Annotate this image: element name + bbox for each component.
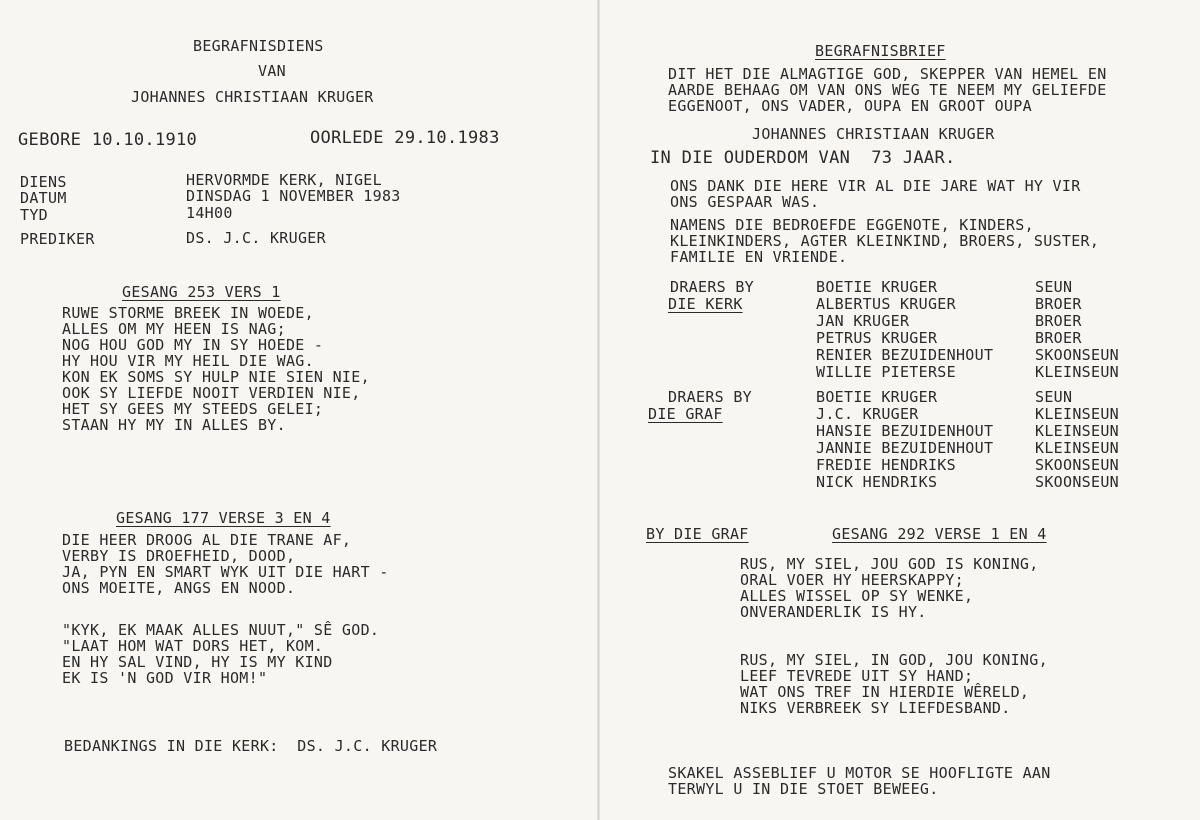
bearer-relation: BROER — [1035, 312, 1082, 330]
bearer-relation: SEUN — [1035, 388, 1073, 406]
thanks-line: BEDANKINGS IN DIE KERK: DS. J.C. KRUGER — [64, 737, 438, 755]
thanks-paragraph: ONS DANK DIE HERE VIR AL DIE JARE WAT HY VIR ONS GESPAAR WAS. — [670, 177, 1081, 211]
hymn-1-text: RUWE STORME BREEK IN WOEDE, ALLES OM MY HEEN IS NAG; NOG HOU GOD MY IN SY HOEDE - HY HOU VIR MY HEIL DIE WAG. KON EK SOMS SY HULP NIE SIEN NIE, OOK SY LIEFDE NOOIT VERDIEN NIE, HET SY GEES MY STEEDS GELEI; STAAN HY MY IN ALLES BY. — [62, 304, 370, 434]
preacher-label: PREDIKER — [20, 230, 95, 248]
death-date: OORLEDE 29.10.1983 — [310, 128, 500, 148]
service-title: BEGRAFNISDIENS — [193, 37, 324, 55]
hymn-1-title: GESANG 253 VERS 1 — [122, 283, 281, 301]
bearer-name: BOETIE KRUGER — [816, 388, 938, 406]
birth-date: GEBORE 10.10.1910 — [18, 130, 198, 150]
bearer-name: FREDIE HENDRIKS — [816, 456, 956, 474]
bearer-relation: SKOONSEUN — [1035, 456, 1119, 474]
date-label: DATUM — [20, 189, 67, 207]
grave-label: BY DIE GRAF — [646, 525, 749, 543]
bearer-relation: BROER — [1035, 295, 1082, 313]
right-page-funeral-letter — [600, 0, 1200, 820]
service-label: DIENS — [20, 173, 67, 191]
deceased-name: JOHANNES CHRISTIAAN KRUGER — [131, 88, 374, 106]
preacher-value: DS. J.C. KRUGER — [186, 229, 326, 247]
bearer-relation: SEUN — [1035, 278, 1073, 296]
bearers-church-label-2: DIE KERK — [668, 295, 743, 313]
mourners-paragraph: NAMENS DIE BEDROEFDE EGGENOTE, KINDERS, KLEINKINDERS, AGTER KLEINKIND, BROERS, SUSTER, FAMILIE EN VRIENDE. — [670, 216, 1100, 266]
bearers-grave-label-2: DIE GRAF — [648, 405, 723, 423]
bearer-name: PETRUS KRUGER — [816, 329, 938, 347]
bearer-name: RENIER BEZUIDENHOUT — [816, 346, 994, 364]
bearer-relation: KLEINSEUN — [1035, 405, 1119, 423]
bearers-church-label: DRAERS BY — [670, 278, 754, 296]
age-line: IN DIE OUDERDOM VAN 73 JAAR. — [650, 148, 956, 168]
bearer-name: ALBERTUS KRUGER — [816, 295, 956, 313]
bearer-relation: KLEINSEUN — [1035, 439, 1119, 457]
bearer-name: JAN KRUGER — [816, 312, 910, 330]
bearer-relation: SKOONSEUN — [1035, 473, 1119, 491]
time-value: 14H00 — [186, 204, 233, 222]
grave-hymn-verse-1: RUS, MY SIEL, JOU GOD IS KONING, ORAL VOER HY HEERSKAPPY; ALLES WISSEL OP SY WENKE, ONVERANDERLIK IS HY. — [740, 555, 1039, 621]
grave-hymn-verse-2: RUS, MY SIEL, IN GOD, JOU KONING, LEEF TEVREDE UIT SY HAND; WAT ONS TREF IN HIERDIE WÊRELD, NIKS VERBREEK SY LIEFDESBAND. — [740, 651, 1048, 717]
bearer-relation: KLEINSEUN — [1035, 422, 1119, 440]
service-title-van: VAN — [258, 62, 286, 80]
bearer-name: JANNIE BEZUIDENHOUT — [816, 439, 994, 457]
bearer-name: WILLIE PIETERSE — [816, 363, 956, 381]
bearer-relation: SKOONSEUN — [1035, 346, 1119, 364]
bearers-grave-label: DRAERS BY — [668, 388, 752, 406]
bearer-name: J.C. KRUGER — [816, 405, 919, 423]
hymn-2-title: GESANG 177 VERSE 3 EN 4 — [116, 509, 331, 527]
time-label: TYD — [20, 206, 48, 224]
bearer-relation: KLEINSEUN — [1035, 363, 1119, 381]
service-value: HERVORMDE KERK, NIGEL — [186, 171, 382, 189]
hymn-2-verse-2: "KYK, EK MAAK ALLES NUUT," SÊ GOD. "LAAT HOM WAT DORS HET, KOM. EN HY SAL VIND, HY IS MY KIND EK IS 'N GOD VIR HOM!" — [62, 621, 380, 687]
letter-deceased-name: JOHANNES CHRISTIAAN KRUGER — [752, 125, 995, 143]
bearer-name: BOETIE KRUGER — [816, 278, 938, 296]
grave-hymn-title: GESANG 292 VERSE 1 EN 4 — [832, 525, 1047, 543]
left-page-service-order — [0, 0, 598, 820]
letter-intro: DIT HET DIE ALMAGTIGE GOD, SKEPPER VAN HEMEL EN AARDE BEHAAG OM VAN ONS WEG TE NEEM MY GELIEFDE EGGENOOT, ONS VADER, OUPA EN GROOT OUPA — [668, 65, 1107, 115]
bearer-name: HANSIE BEZUIDENHOUT — [816, 422, 994, 440]
letter-title: BEGRAFNISBRIEF — [815, 42, 946, 60]
bearer-relation: BROER — [1035, 329, 1082, 347]
closing-instruction: SKAKEL ASSEBLIEF U MOTOR SE HOOFLIGTE AAN TERWYL U IN DIE STOET BEWEEG. — [668, 764, 1051, 798]
date-value: DINSDAG 1 NOVEMBER 1983 — [186, 187, 401, 205]
hymn-2-verse-1: DIE HEER DROOG AL DIE TRANE AF, VERBY IS DROEFHEID, DOOD, JA, PYN EN SMART WYK UIT DIE HART - ONS MOEITE, ANGS EN NOOD. — [62, 531, 389, 597]
bearer-name: NICK HENDRIKS — [816, 473, 938, 491]
